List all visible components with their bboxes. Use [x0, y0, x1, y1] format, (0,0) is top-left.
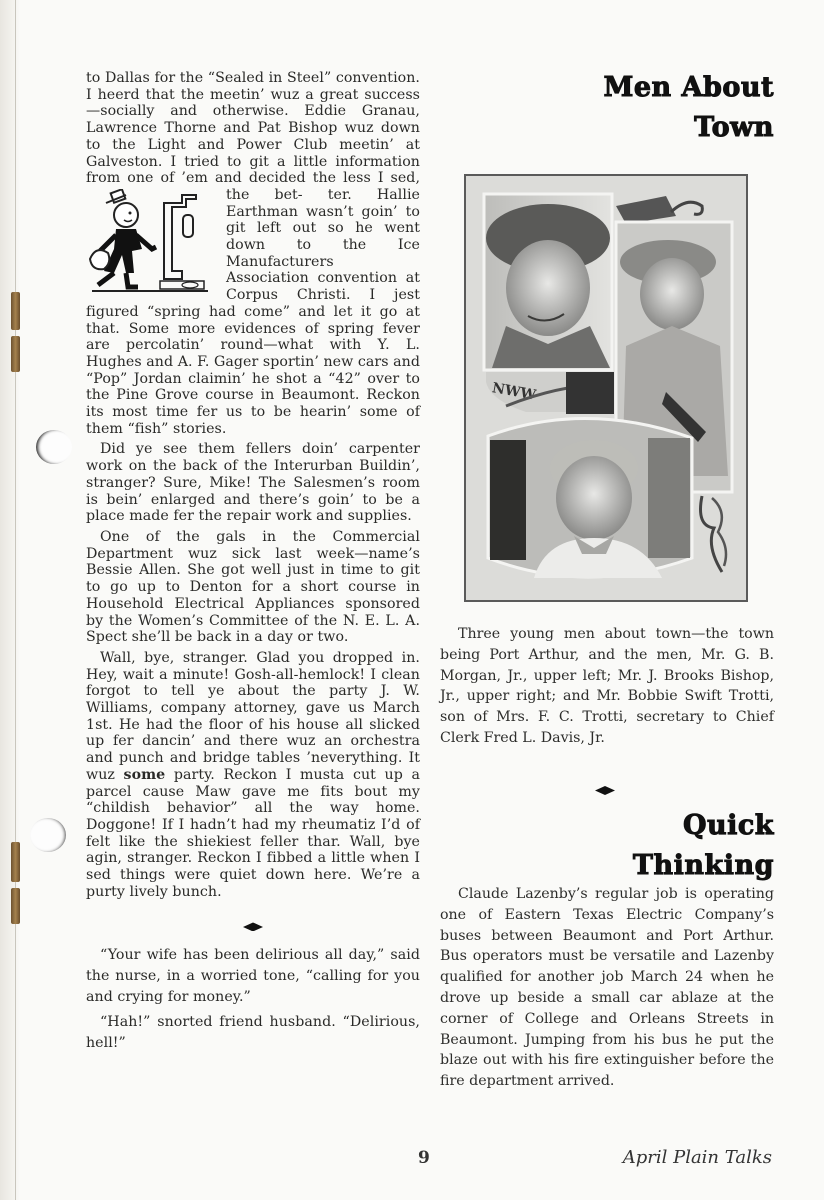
right-column [440, 68, 774, 1090]
binding-edge [0, 0, 20, 1200]
left-column [86, 70, 420, 1058]
quick-thinking-story: Claude Lazenby’s regular job is operating one of Eastern Texas Electric Company’s buses between Beaumont and Port Arthur. Bus operators must be versatile and Lazenby qualified for another job March 24 when he drove up beside a small car ablaze at the corner of College and Orleans Streets in Beaumont. Jumping from his bus he put the blaze out with his fire extinguisher before the fire department arrived. [440, 886, 774, 1090]
column-paragraph: Wall, bye, stranger. Glad you dropped in. Hey, wait a minute! Gosh-all-hemlock! I clean forgot to tell ye about the party J. W. Williams, company attorney, gave us March 1st. He had the floor of his house all slicked up fer dancin’ and there wuz an orchestra and punch and bridge tables ’neverything. It wuz some party. Reckon I musta cut up a parcel cause Maw gave me fits bout my “childish behavior” all the way home. Doggone! If I hadn’t had my rheumatiz I’d of felt like the shiekiest feller thar. Wall, bye agin, stranger. Reckon I fibbed a little when I sed things were quiet down here. We’re a purty lively bunch. [86, 649, 420, 900]
column-paragraph: One of the gals in the Commercial Department wuz sick last week—name’s Bessie Allen. She got well just in time to git to go up to Denton for a short course in Household Electrical Appliances sponsored by the Women’s Committee of the N. E. L. A. Spect she’ll be back in a day or two. [86, 528, 420, 646]
staple-bottom-upper [11, 842, 20, 882]
photo-collage [464, 174, 748, 602]
diamond-separator-icon [595, 786, 615, 795]
column-paragraph: Did ye see them fellers doin’ carpenter work on the back of the Interurban Buildin’, stranger? Sure, Mike! The Salesmen’s room is bein’ enlarged and there’s goin’ to be a place made fer the repair work and supplies. [86, 441, 420, 525]
headline-men-about-town: Men About Town [603, 72, 774, 143]
punch-hole-top [36, 430, 72, 464]
cartoon-illustration [86, 189, 218, 295]
joke-paragraph: “Your wife has been delirious all day,” said the nurse, in a worried tone, “calling for you and crying for money.” [86, 947, 420, 1006]
column-paragraph: to Dallas for the “Sealed in Steel” convention. I heerd that the meetin’ wuz a great success—socially and otherwise. Eddie Granau, Lawrence Thorne and Pat Bishop wuz down to the Light and Power Club meetin’ at Galveston. I tried to git a little information from one of ’em and decided the less I sed, the bet- ter. Hallie Earthman wasn’t goin’ to git left out so he went down to the Ice Manufacturers Association convention at Corpus Christi. I jest figured “spring had come” and let it go at that. Some more evidences of spring fever are percolatin’ round—what with Y. L. Hughes and A. F. Gager sportin’ new cars and “Pop” Jordan claimin’ he shot a “42” over to the Pine Grove course in Beaumont. Reckon its most time fer us to be hearin’ some of them “fish” stories. [86, 70, 421, 437]
headline-quick-thinking: Quick Thinking [632, 810, 774, 881]
diamond-separator-icon [243, 922, 263, 931]
binding-fold-line [15, 0, 16, 1200]
page-number: 9 [418, 1148, 430, 1168]
running-title: April Plain Talks [622, 1147, 772, 1168]
joke-paragraph: “Hah!” snorted friend husband. “Delirious, hell!” [86, 1014, 420, 1052]
staple-top-upper [11, 292, 20, 330]
cartoon-boy-icon [86, 189, 218, 295]
photo-caption: Three young men about town—the town being Port Arthur, and the men, Mr. G. B. Morgan, Jr., upper left; Mr. J. Brooks Bishop, Jr., upper right; and Mr. Bobbie Swift Trotti, son of Mrs. F. C. Trotti, secretary to Chief Clerk Fred L. Davis, Jr. [440, 626, 774, 746]
staple-bottom-lower [11, 888, 20, 924]
three-boys-photo [466, 176, 746, 600]
punch-hole-bottom [30, 818, 66, 852]
svg-text:NWW: NWW [490, 380, 538, 404]
staple-top-lower [11, 336, 20, 372]
